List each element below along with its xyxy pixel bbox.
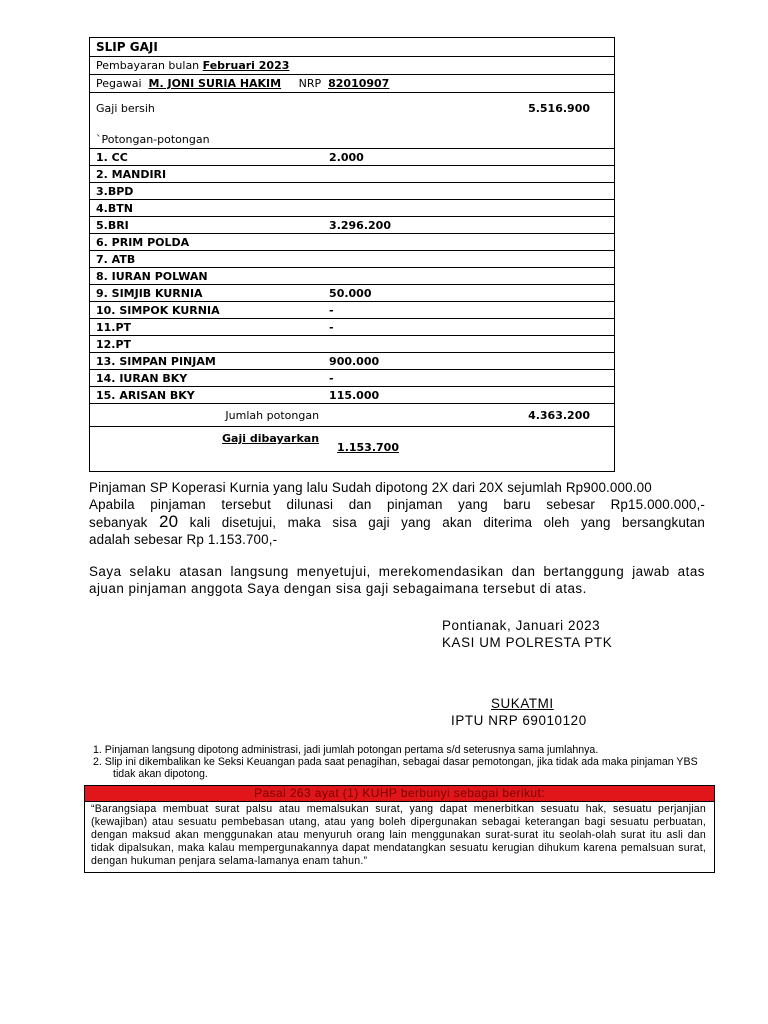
employee-row xyxy=(90,75,615,93)
period-value: Februari 2023 xyxy=(202,59,290,72)
paid-value: 1.153.700 xyxy=(337,441,399,454)
nrp-label: NRP xyxy=(298,77,322,90)
deduction-row xyxy=(90,183,615,200)
deduction-value: 115.000 xyxy=(327,387,467,404)
loan-count-label: sebanyak xyxy=(89,515,148,530)
legal-warning-text: “Barangsiapa membuat surat palsu atau memalsukan surat, yang dapat menerbitkan sesuatu hak, sesuatu perjanjian (kewajiban) atau sesuatu pembebasan utang, atau yang boleh dipergunakan sebagai keterangan bagi sesuatu perbuatan, dengan maksud akan menggunakan atau menyuruh orang lain menggunakan surat-surat itu seolah-olah surat itu asli dan tidak dipalsukan, maka kalau mempergunakannya dapat mendatangkan sesuatu kerugian dihukum karena pemalsuan surat, dengan hukuman penjara selama-lamanya enam tahun.” xyxy=(91,803,706,867)
loan-paragraph xyxy=(89,479,705,548)
deduction-empty-cell xyxy=(467,217,615,234)
employee-label: Pegawai xyxy=(96,77,142,90)
deduction-row xyxy=(90,251,615,268)
deduction-empty-cell xyxy=(467,285,615,302)
nrp-value: 82010907 xyxy=(328,77,390,90)
deduction-label: 9. SIMJIB KURNIA xyxy=(90,285,328,302)
deductions-header-row xyxy=(90,118,615,149)
period-label: Pembayaran bulan xyxy=(96,59,200,72)
deduction-value xyxy=(327,200,467,217)
deduction-label: 6. PRIM POLDA xyxy=(90,234,328,251)
deduction-value xyxy=(327,166,467,183)
deduction-label: 15. ARISAN BKY xyxy=(90,387,328,404)
paid-row xyxy=(90,427,615,472)
loan-line-2: Apabila pinjaman tersebut dilunasi dan pinjaman yang baru sebesar Rp15.000.000,- xyxy=(89,497,705,512)
deduction-row xyxy=(90,234,615,251)
total-deductions-label: Jumlah potongan xyxy=(90,404,328,427)
net-salary-value: 5.516.900 xyxy=(528,101,590,115)
deduction-empty-cell xyxy=(467,200,615,217)
deduction-row xyxy=(90,217,615,234)
deduction-label: 7. ATB xyxy=(90,251,328,268)
place-date: Pontianak, Januari 2023 xyxy=(442,618,601,633)
deduction-label: 1. CC xyxy=(90,149,328,166)
paid-label: Gaji dibayarkan xyxy=(222,432,320,445)
loan-count: 20 xyxy=(158,512,179,531)
deduction-value: - xyxy=(327,370,467,387)
deduction-value: - xyxy=(327,319,467,336)
deduction-label: 5.BRI xyxy=(90,217,328,234)
legal-warning-heading: Pasal 263 ayat (1) KUHP berbunyi sebagai berikut: xyxy=(85,786,714,802)
deduction-value: - xyxy=(327,302,467,319)
deduction-row xyxy=(90,166,615,183)
deduction-empty-cell xyxy=(467,319,615,336)
loan-line-3 xyxy=(89,513,705,531)
loan-line-3-rest: kali disetujui, maka sisa gaji yang akan diterima oleh yang bersangkutan xyxy=(189,515,705,530)
deduction-value: 3.296.200 xyxy=(327,217,467,234)
legal-warning-box xyxy=(84,785,715,873)
loan-line-4: adalah sebesar Rp 1.153.700,- xyxy=(89,532,278,547)
deduction-label: 12.PT xyxy=(90,336,328,353)
deduction-row xyxy=(90,387,615,404)
net-salary-label: Gaji bersih xyxy=(96,101,155,115)
deduction-row xyxy=(90,200,615,217)
slip-title-row xyxy=(90,38,615,57)
note-item: 1. Pinjaman langsung dipotong administrasi, jadi jumlah potongan pertama s/d seterusnya sama jumlahnya. xyxy=(93,744,599,756)
net-salary-row xyxy=(90,98,615,118)
loan-line-1: Pinjaman SP Koperasi Kurnia yang lalu Sudah dipotong 2X dari 20X sejumlah Rp900.000.00 xyxy=(89,480,652,495)
deduction-empty-cell xyxy=(467,370,615,387)
deduction-row xyxy=(90,353,615,370)
deduction-empty-cell xyxy=(467,336,615,353)
deduction-empty-cell xyxy=(467,234,615,251)
deduction-value xyxy=(327,268,467,285)
deduction-label: 2. MANDIRI xyxy=(90,166,328,183)
deduction-label: 14. IURAN BKY xyxy=(90,370,328,387)
deduction-value xyxy=(327,183,467,200)
deduction-label: 4.BTN xyxy=(90,200,328,217)
notes-list xyxy=(93,744,713,780)
deduction-value xyxy=(327,234,467,251)
note-item: 2. Slip ini dikembalikan ke Seksi Keuangan pada saat penagihan, sebagai dasar pemotongan, jika tidak ada maka pinjaman YBS tidak akan dipotong. xyxy=(93,756,698,780)
deduction-empty-cell xyxy=(467,387,615,404)
signer-position: KASI UM POLRESTA PTK xyxy=(442,635,613,650)
deduction-row xyxy=(90,285,615,302)
slip-title: SLIP GAJI xyxy=(96,40,158,54)
salary-slip-table xyxy=(89,37,615,472)
deduction-row xyxy=(90,268,615,285)
deduction-label: 8. IURAN POLWAN xyxy=(90,268,328,285)
deduction-row xyxy=(90,370,615,387)
deduction-row xyxy=(90,302,615,319)
signer-rank-nrp: IPTU NRP 69010120 xyxy=(451,713,587,728)
deduction-row xyxy=(90,149,615,166)
deduction-list xyxy=(90,149,615,404)
deduction-value xyxy=(327,251,467,268)
deduction-empty-cell xyxy=(467,251,615,268)
total-deductions-value: 4.363.200 xyxy=(467,404,615,427)
deduction-empty-cell xyxy=(467,183,615,200)
deduction-row xyxy=(90,319,615,336)
total-deductions-row xyxy=(90,404,615,427)
deductions-header: `Potongan-potongan xyxy=(96,133,210,146)
deduction-label: 10. SIMPOK KURNIA xyxy=(90,302,328,319)
deduction-empty-cell xyxy=(467,149,615,166)
deduction-row xyxy=(90,336,615,353)
deduction-value: 900.000 xyxy=(327,353,467,370)
deduction-empty-cell xyxy=(467,302,615,319)
deduction-value xyxy=(327,336,467,353)
deduction-label: 11.PT xyxy=(90,319,328,336)
deduction-empty-cell xyxy=(467,166,615,183)
deduction-label: 13. SIMPAN PINJAM xyxy=(90,353,328,370)
period-row xyxy=(90,57,615,75)
deduction-value: 50.000 xyxy=(327,285,467,302)
deduction-empty-cell xyxy=(467,268,615,285)
deduction-value: 2.000 xyxy=(327,149,467,166)
approval-paragraph: Saya selaku atasan langsung menyetujui, merekomendasikan dan bertanggung jawab atas ajuan pinjaman anggota Saya dengan sisa gaji sebagaimana tersebut di atas. xyxy=(89,564,705,596)
deduction-empty-cell xyxy=(467,353,615,370)
employee-name: M. JONI SURIA HAKIM xyxy=(148,77,282,90)
signer-name: SUKATMI xyxy=(491,696,554,711)
deduction-label: 3.BPD xyxy=(90,183,328,200)
